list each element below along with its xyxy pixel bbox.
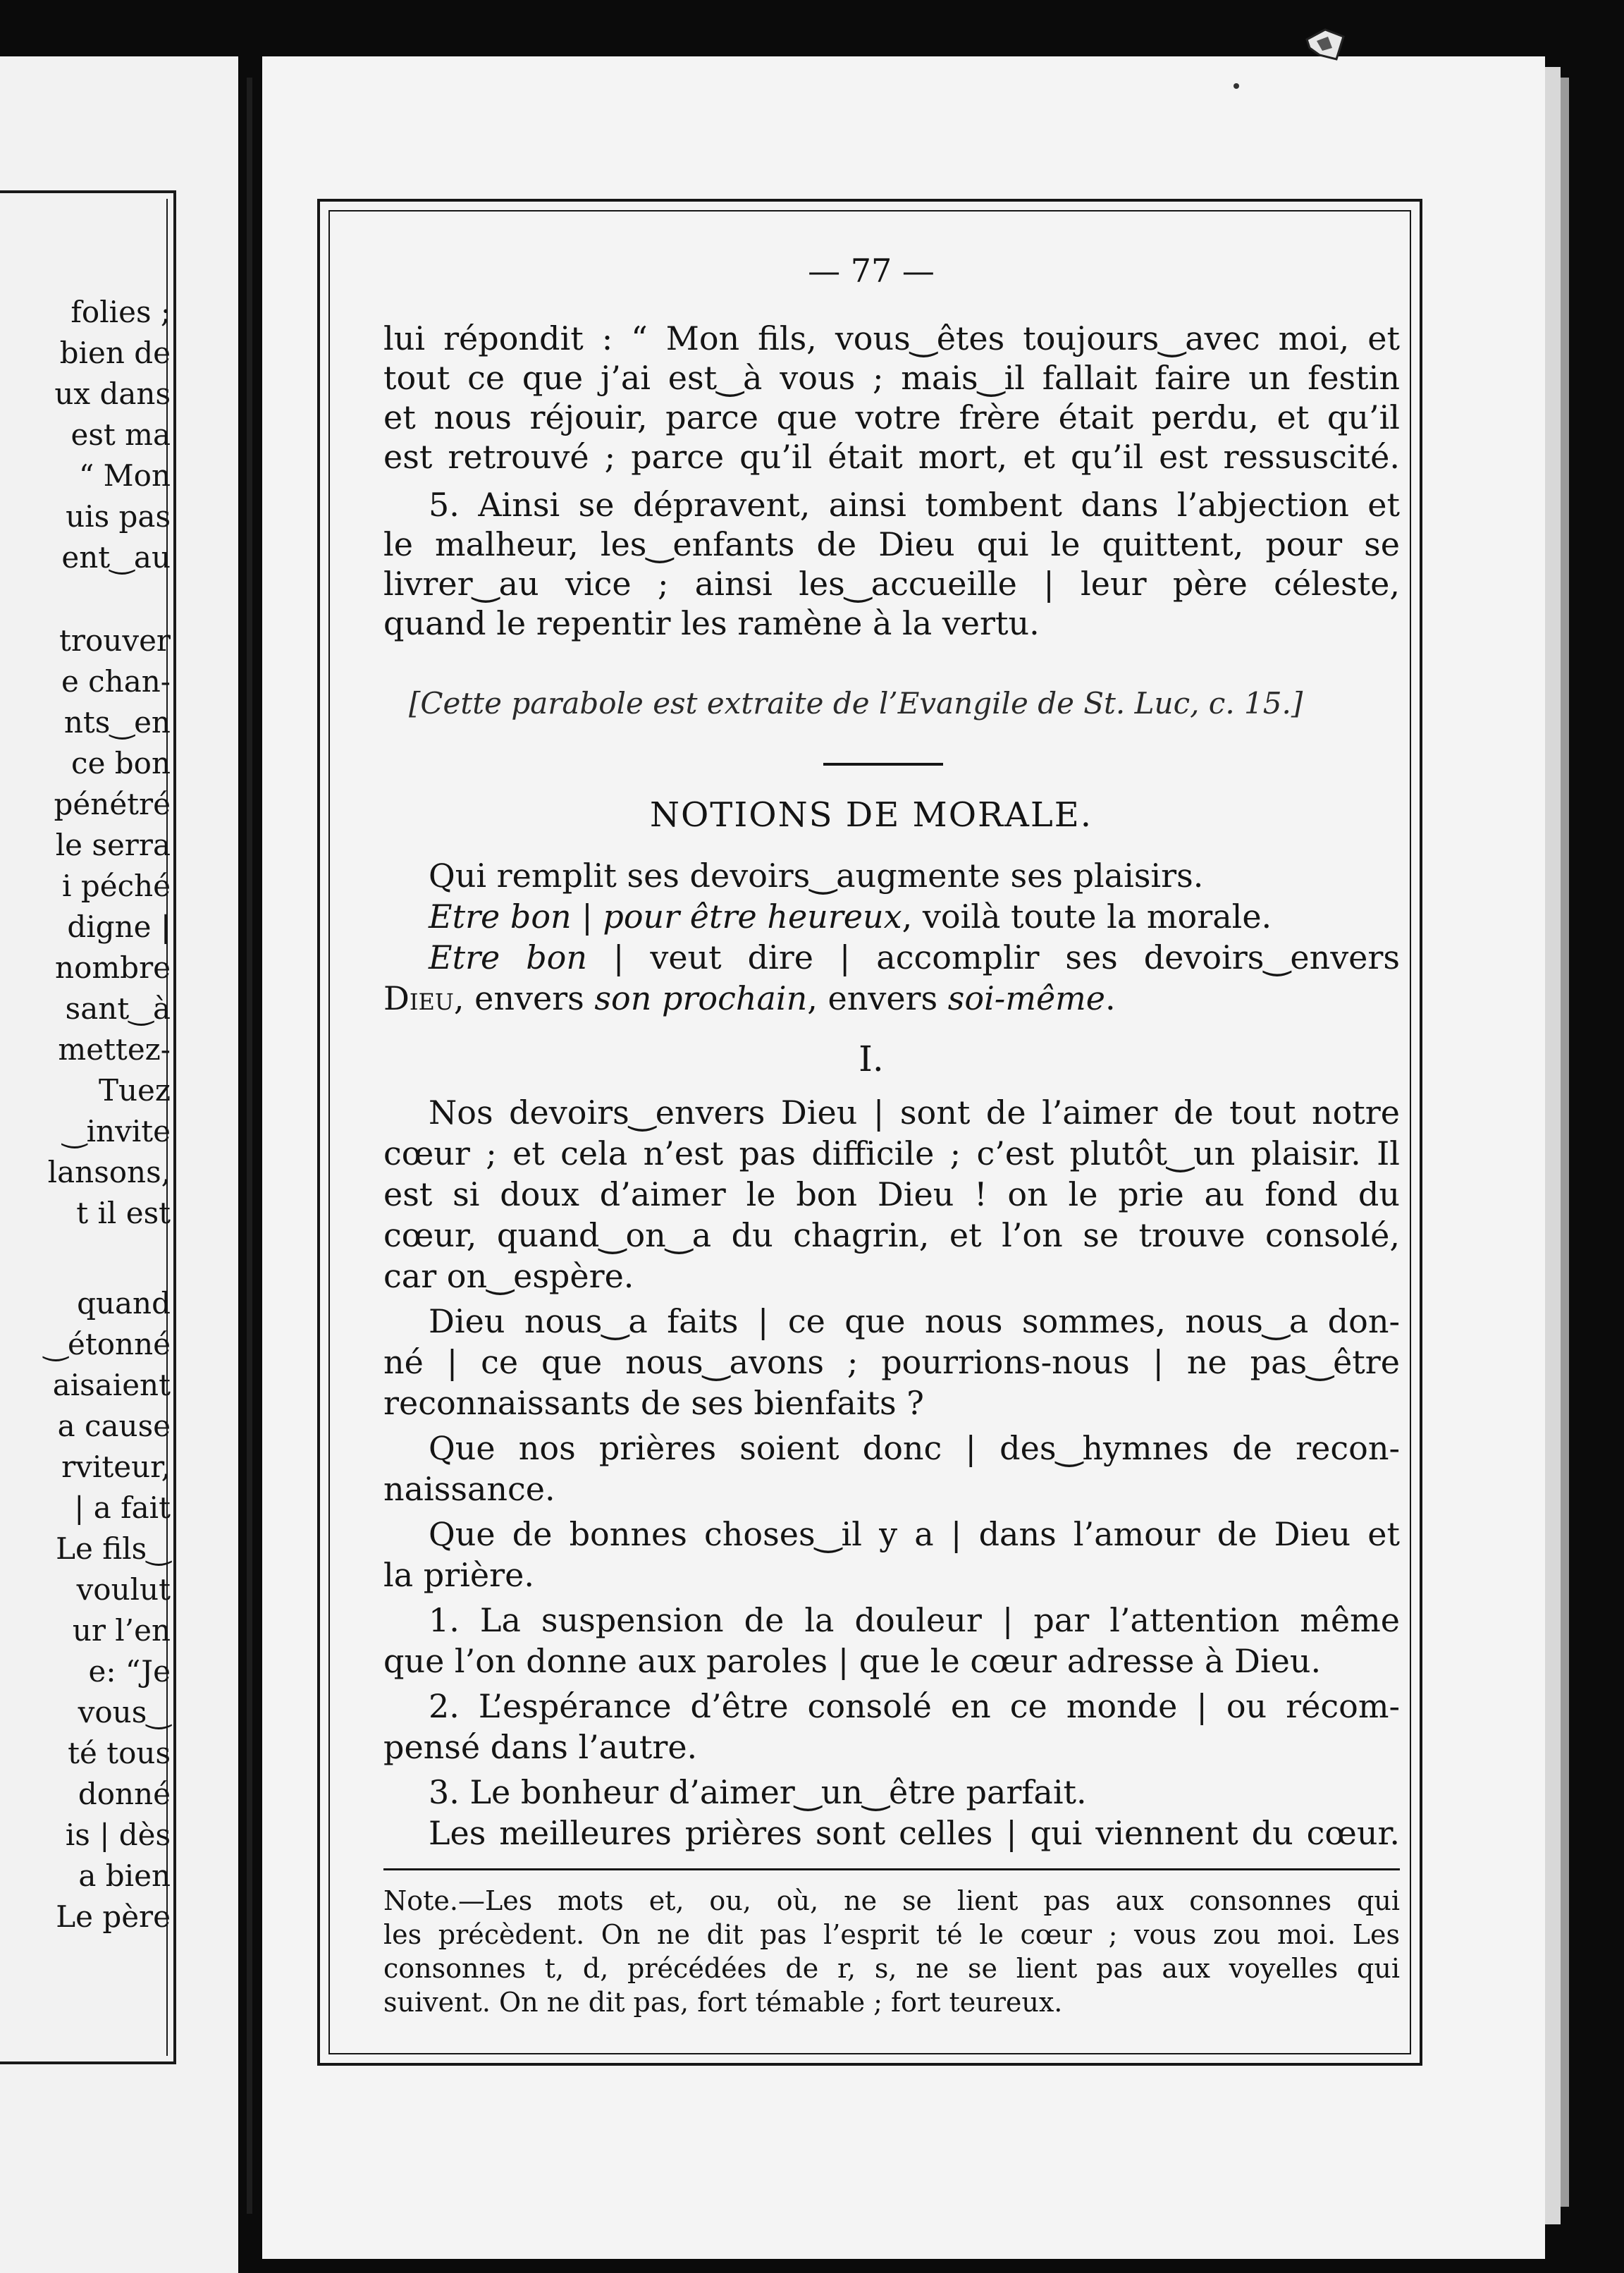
section-heading: NOTIONS DE MORALE. <box>649 795 1093 835</box>
section-line: Dieu nous‿a faits | ce que nous sommes, nous‿a don- <box>429 1302 1400 1340</box>
previous-page-line: uis pas <box>66 499 171 534</box>
torn-corner-mark <box>1304 27 1346 62</box>
previous-page-line: e chan- <box>61 664 171 699</box>
maxim-rest: , envers <box>807 979 948 1017</box>
story-line: livrer‿au vice ; ainsi les‿accueille | leur père céleste, <box>383 565 1400 603</box>
maxim-emphasis: son prochain <box>594 979 808 1017</box>
previous-page-line: sant‿à <box>65 991 171 1026</box>
story-line: tout ce que j’ai est‿à vous ; mais‿il fallait faire un festin <box>383 359 1400 397</box>
maxim-line-2 <box>429 898 1272 935</box>
section-line: Nos devoirs‿envers Dieu | sont de l’aimer de tout notre <box>429 1093 1400 1132</box>
previous-page-line: rviteur, <box>61 1450 171 1484</box>
story-line: et nous réjouir, parce que votre frère était perdu, et qu’il <box>383 398 1400 436</box>
maxim-rest: | veut dire | accomplir ses devoirs‿envers <box>586 938 1401 976</box>
page-edge-dark <box>1561 78 1569 2207</box>
previous-page-line: a cause <box>57 1409 171 1443</box>
section-line: Que nos prières soient donc | des‿hymnes de recon- <box>429 1429 1400 1467</box>
section-line: cœur ; et cela n’est pas difficile ; c’est plutôt‿un plaisir. Il <box>383 1134 1400 1172</box>
section-line: 3. Le bonheur d’aimer‿un‿être parfait. <box>429 1773 1087 1811</box>
maxim-emphasis: soi-même <box>947 979 1106 1017</box>
separator-rule <box>823 763 943 766</box>
note-line: suivent. On ne dit pas, fort témable ; fort teureux. <box>383 1987 1063 2018</box>
previous-page-line: té tous <box>68 1736 171 1770</box>
story-line: 5. Ainsi se dépravent, ainsi tombent dans l’abjection et <box>429 486 1400 524</box>
dieu-small-caps: Dieu <box>383 979 454 1017</box>
previous-page-line: lansons, <box>47 1155 171 1189</box>
previous-page-line: pénétré <box>54 787 171 821</box>
page-number: — 77 — <box>808 252 935 290</box>
previous-page-line: Le fils‿ <box>56 1531 171 1566</box>
previous-page <box>0 56 238 2273</box>
text-frame-inner <box>328 210 1411 2054</box>
story-line: lui répondit : “ Mon fils, vous‿êtes toujours‿avec moi, et <box>383 319 1400 357</box>
section-line: la prière. <box>383 1556 534 1594</box>
note-line: consonnes t, d, précédées de r, s, ne se lient pas aux voyelles qui <box>383 1953 1400 1984</box>
text-frame <box>317 199 1422 2066</box>
previous-page-line: e: “Je <box>88 1654 171 1689</box>
note-line: Note.—Les mots et, ou, où, ne se lient pas aux consonnes qui <box>383 1885 1400 1916</box>
previous-page-line: quand <box>77 1286 171 1321</box>
previous-page-line: nombre <box>55 950 171 985</box>
previous-page-line: i péché <box>62 869 171 903</box>
previous-page-line: digne | <box>67 909 171 944</box>
previous-page-line: trouver <box>59 623 171 658</box>
section-line: né | ce que nous‿avons ; pourrions-nous | ne pas‿être <box>383 1343 1400 1381</box>
note-rule <box>383 1868 1400 1870</box>
section-line: est si doux d’aimer le bon Dieu ! on le prie au fond du <box>383 1175 1400 1213</box>
previous-page-line: | a fait <box>74 1490 171 1525</box>
maxim-line-4 <box>383 980 1116 1017</box>
source-citation: [Cette parabole est extraite de l’Evangile de St. Luc, c. 15.] <box>409 686 1303 721</box>
story-line: est retrouvé ; parce qu’il était mort, et qu’il est ressuscité. <box>383 438 1400 476</box>
previous-page-line: le serra <box>55 828 171 862</box>
section-line: cœur, quand‿on‿a du chagrin, et l’on se trouve consolé, <box>383 1216 1400 1254</box>
section-line: naissance. <box>383 1470 555 1508</box>
previous-page-line: folies ; <box>70 295 171 329</box>
ink-speck <box>1234 83 1239 89</box>
story-line: le malheur, les‿enfants de Dieu qui le quittent, pour se <box>383 525 1400 563</box>
previous-page-line: “ Mon <box>78 458 171 493</box>
section-line: reconnaissants de ses bienfaits ? <box>383 1384 924 1422</box>
previous-page-line: a bien <box>78 1858 171 1893</box>
story-line: quand le repentir les ramène à la vertu. <box>383 604 1040 642</box>
previous-page-line: est ma <box>70 417 171 452</box>
section-line: que l’on donne aux paroles | que le cœur adresse à Dieu. <box>383 1642 1322 1680</box>
section-line: pensé dans l’autre. <box>383 1728 698 1766</box>
section-line: 2. L’espérance d’être consolé en ce monde | ou récom- <box>429 1687 1400 1725</box>
maxim-line-1: Qui remplit ses devoirs‿augmente ses plaisirs. <box>429 857 1204 895</box>
previous-page-line: Le père <box>56 1899 171 1934</box>
previous-page-line: ux dans <box>54 376 171 411</box>
previous-page-line: donné <box>78 1777 171 1811</box>
previous-page-line: ‿invite <box>62 1114 171 1148</box>
maxim-emphasis: Etre bon | pour être heureux <box>429 897 902 936</box>
maxim-rest: . <box>1105 979 1116 1017</box>
previous-page-line: mettez- <box>58 1032 171 1067</box>
section-line: Les meilleures prières sont celles | qui viennent du cœur. <box>429 1814 1400 1852</box>
section-line: car on‿espère. <box>383 1257 634 1295</box>
section-line: Que de bonnes choses‿il y a | dans l’amour de Dieu et <box>429 1515 1400 1553</box>
previous-page-line: is | dès <box>65 1818 171 1852</box>
previous-page-line: ent‿au <box>61 540 171 575</box>
previous-page-line: ce bon <box>71 746 171 780</box>
section-line: 1. La suspension de la douleur | par l’attention même <box>429 1601 1400 1639</box>
maxim-line-3 <box>429 939 1400 976</box>
previous-page-line: nts‿en <box>63 705 171 740</box>
maxim-rest: , voilà toute la morale. <box>902 897 1272 936</box>
previous-page-line: ur l’en <box>72 1613 171 1648</box>
previous-page-line: bien de <box>59 336 171 370</box>
gutter-shadow <box>247 78 252 2214</box>
previous-page-line: ‿étonné <box>44 1327 171 1361</box>
note-line: les précèdent. On ne dit pas l’esprit té le cœur ; vous zou moi. Les <box>383 1919 1400 1950</box>
previous-page-line: t il est <box>76 1196 171 1230</box>
maxim-rest: , envers <box>453 979 595 1017</box>
maxim-emphasis: Etre bon <box>429 938 587 976</box>
previous-page-line: aisaient <box>52 1368 171 1402</box>
previous-page-line: Tuez <box>98 1073 171 1108</box>
page-edge <box>1545 67 1561 2224</box>
previous-page-line: voulut <box>76 1572 171 1607</box>
previous-page-line: vous‿ <box>78 1695 171 1729</box>
section-numeral: I. <box>859 1039 884 1079</box>
